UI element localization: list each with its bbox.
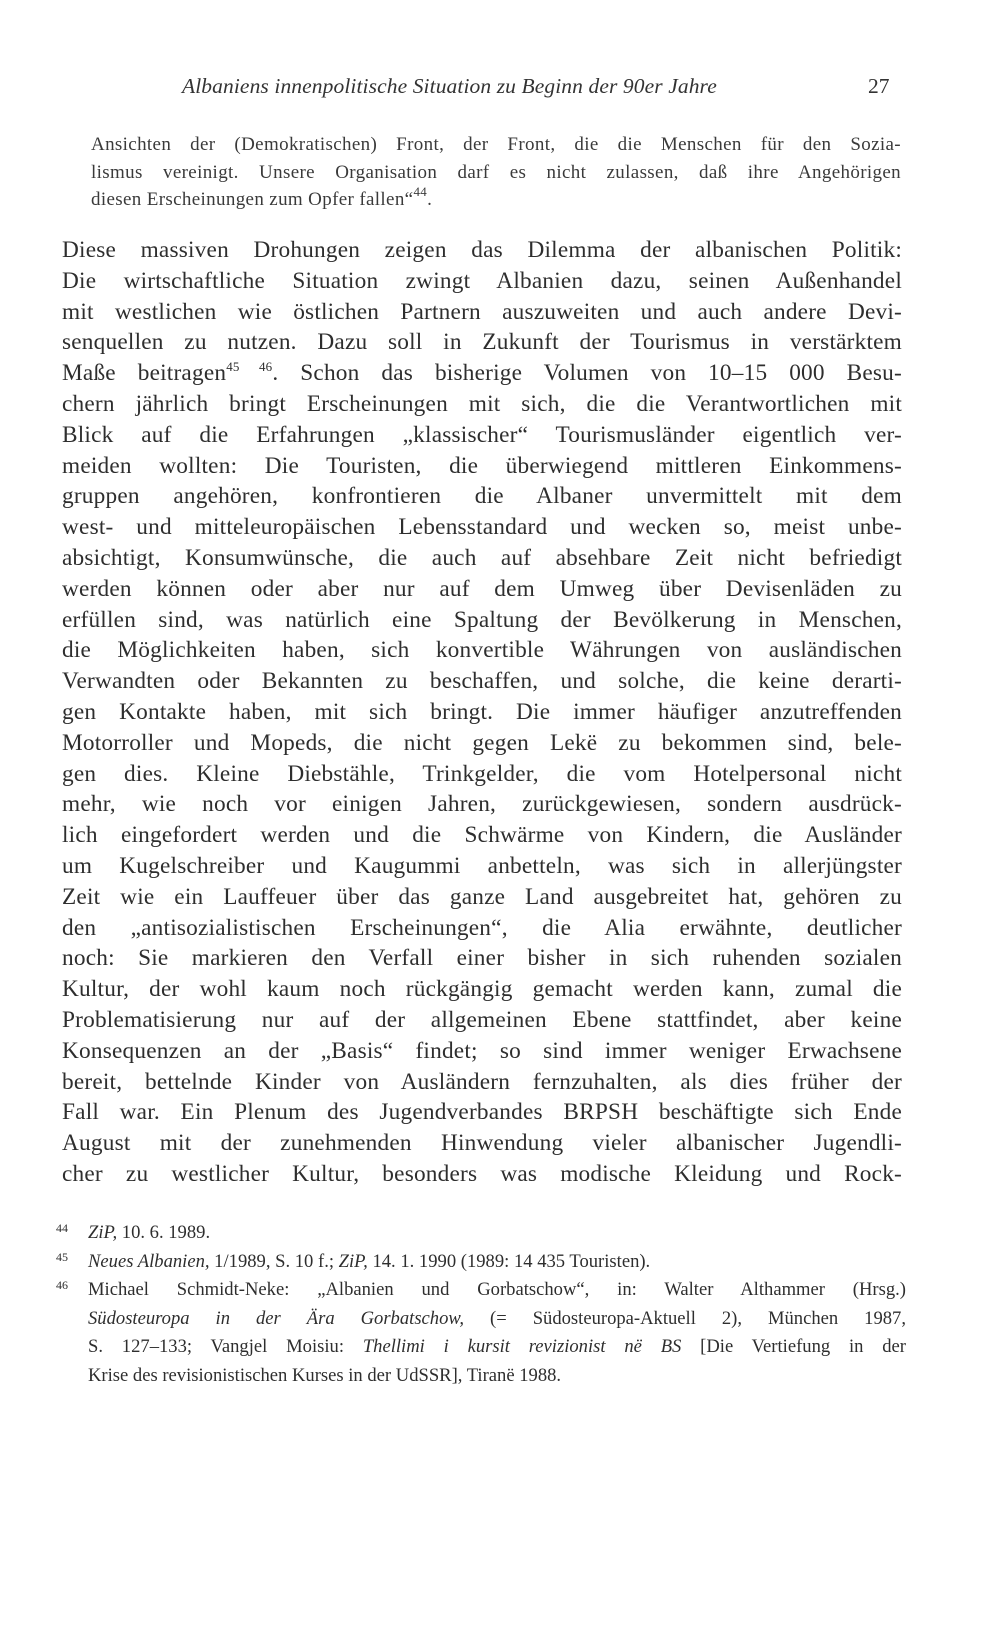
footnote-ref-45-46[interactable]: 45 46 xyxy=(226,359,273,375)
footnote-line xyxy=(88,1219,906,1248)
body-line: Blick auf die Erfahrungen „klassischer“ Tourismusländer eigentlich ver- xyxy=(62,421,902,448)
footnote-text: S. 127–133; Vangjel Moisiu: xyxy=(88,1336,363,1357)
footnote-source: ZiP, xyxy=(88,1222,118,1243)
footnote-title: Thellimi i kursit revizionist në BS xyxy=(362,1336,682,1357)
quote-line: lismus vereinigt. Unsere Organisation darf es nicht zulassen, daß ihre Angehörigen xyxy=(91,161,901,183)
body-line: die Möglichkeiten haben, sich konvertible Währungen von ausländischen xyxy=(62,637,902,664)
body-line: mit westlichen wie östlichen Partnern auszuweiten und auch andere Devi- xyxy=(62,298,902,325)
body-line: Zeit wie ein Lauffeuer über das ganze Land ausgebreitet hat, gehören zu xyxy=(62,883,902,910)
body-paragraph xyxy=(62,235,902,1190)
quote-line: Ansichten der (Demokratischen) Front, der Front, die die Menschen für den Sozia- xyxy=(91,134,901,155)
body-line: chern jährlich bringt Erscheinungen mit sich, die die Verantwortlichen mit xyxy=(62,390,902,417)
footnote-text: (= Südosteuropa-Aktuell 2), München 1987, xyxy=(464,1307,906,1329)
footnote-line xyxy=(88,1248,906,1277)
body-line: Problematisierung nur auf der allgemeinen Ebene stattfindet, aber keine xyxy=(62,1006,902,1033)
footnote-body xyxy=(88,1219,906,1248)
body-line: um Kugelschreiber und Kaugummi anbetteln, was sich in allerjüngster xyxy=(62,852,902,879)
page-header xyxy=(0,74,1000,114)
footnote-body xyxy=(88,1248,906,1277)
body-line: gen Kontakte haben, mit sich bringt. Die immer häufiger anzutreffenden xyxy=(62,698,902,725)
body-line: Motorroller und Mopeds, die nicht gegen Lekë zu bekommen sind, bele- xyxy=(62,729,902,756)
footnote-number: 44 xyxy=(56,1221,68,1235)
footnote-45 xyxy=(56,1248,906,1277)
footnote-number: 46 xyxy=(56,1278,68,1292)
quote-line xyxy=(91,186,901,214)
quote-line-text: diesen Erscheinungen zum Opfer fallen“ xyxy=(91,189,414,210)
quote-end: . xyxy=(427,189,433,210)
body-line: erfüllen sind, was natürlich eine Spaltung der Bevölkerung in Menschen, xyxy=(62,606,902,633)
body-line: Fall war. Ein Plenum des Jugendverbandes BRPSH beschäftigte sich Ende xyxy=(62,1099,902,1126)
footnote-line: Krise des revisionistischen Kurses in der UdSSR], Tiranë 1988. xyxy=(88,1364,562,1386)
body-line: noch: Sie markieren den Verfall einer bisher in sich ruhenden sozialen xyxy=(62,945,902,972)
page-number: 27 xyxy=(868,74,890,98)
body-line: lich eingefordert werden und die Schwärme von Kindern, die Ausländer xyxy=(62,822,902,849)
body-line-text: . Schon das bisherige Volumen von 10–15 000 Besu- xyxy=(272,360,902,387)
footnote-text: 1/1989, S. 10 f.; xyxy=(209,1250,339,1272)
footnote-source: ZiP, xyxy=(338,1250,368,1272)
footnote-text: 10. 6. 1989. xyxy=(117,1222,211,1243)
footnote-44 xyxy=(56,1219,906,1248)
footnote-line xyxy=(88,1333,906,1362)
footnote-body xyxy=(88,1276,906,1390)
body-line-text: Maße beitragen xyxy=(62,360,227,387)
block-quote xyxy=(91,131,901,214)
footnote-title: Südosteuropa in der Ära Gorbatschow, xyxy=(88,1307,465,1329)
body-line xyxy=(62,358,902,389)
running-title: Albaniens innenpolitische Situation zu Beginn der 90er Jahre xyxy=(182,74,717,98)
footnotes xyxy=(56,1219,906,1390)
body-line: gen dies. Kleine Diebstähle, Trinkgelder, die vom Hotelpersonal nicht xyxy=(62,760,902,787)
body-line: west- und mitteleuropäischen Lebensstandard und wecken so, meist unbe- xyxy=(62,514,902,541)
body-line: gruppen angehören, konfrontieren die Albaner unvermittelt mit dem xyxy=(62,483,902,510)
footnote-46 xyxy=(56,1276,906,1390)
body-line: Kultur, der wohl kaum noch rückgängig gemacht werden kann, zumal die xyxy=(62,976,902,1003)
footnote-text: [Die Vertiefung in der xyxy=(681,1336,906,1357)
footnote-ref-44[interactable]: 44 xyxy=(413,184,428,199)
body-line: meiden wollten: Die Touristen, die überwiegend mittleren Einkommens- xyxy=(62,452,902,479)
footnote-title: Neues Albanien, xyxy=(88,1250,210,1272)
body-line: absichtigt, Konsumwünsche, die auch auf absehbare Zeit nicht befriedigt xyxy=(62,544,902,571)
body-line: bereit, bettelnde Kinder von Ausländern fernzuhalten, als dies früher der xyxy=(62,1068,902,1095)
body-line: cher zu westlicher Kultur, besonders was modische Kleidung und Rock- xyxy=(62,1160,902,1187)
body-line: mehr, wie noch vor einigen Jahren, zurückgewiesen, sondern ausdrück- xyxy=(62,791,902,818)
body-line: den „antisozialistischen Erscheinungen“, die Alia erwähnte, deutlicher xyxy=(62,914,902,941)
body-line: August mit der zunehmenden Hinwendung vieler albanischer Jugendli- xyxy=(62,1130,902,1157)
body-line: senquellen zu nutzen. Dazu soll in Zukunft der Tourismus in verstärktem xyxy=(62,329,902,356)
body-line: werden können oder aber nur auf dem Umweg über Devisenläden zu xyxy=(62,575,902,602)
footnote-number: 45 xyxy=(56,1249,68,1264)
body-line: Verwandten oder Bekannten zu beschaffen, und solche, die keine derarti- xyxy=(62,668,902,695)
footnote-line: Michael Schmidt-Neke: „Albanien und Gorbatschow“, in: Walter Althammer (Hrsg.) xyxy=(88,1279,906,1300)
body-line: Die wirtschaftliche Situation zwingt Albanien dazu, seinen Außenhandel xyxy=(62,267,902,294)
body-line: Konsequenzen an der „Basis“ findet; so sind immer weniger Erwachsene xyxy=(62,1037,902,1064)
body-line: Diese massiven Drohungen zeigen das Dilemma der albanischen Politik: xyxy=(62,237,902,263)
footnote-line xyxy=(88,1305,906,1334)
footnote-text: 14. 1. 1990 (1989: 14 435 Touristen). xyxy=(367,1250,651,1272)
